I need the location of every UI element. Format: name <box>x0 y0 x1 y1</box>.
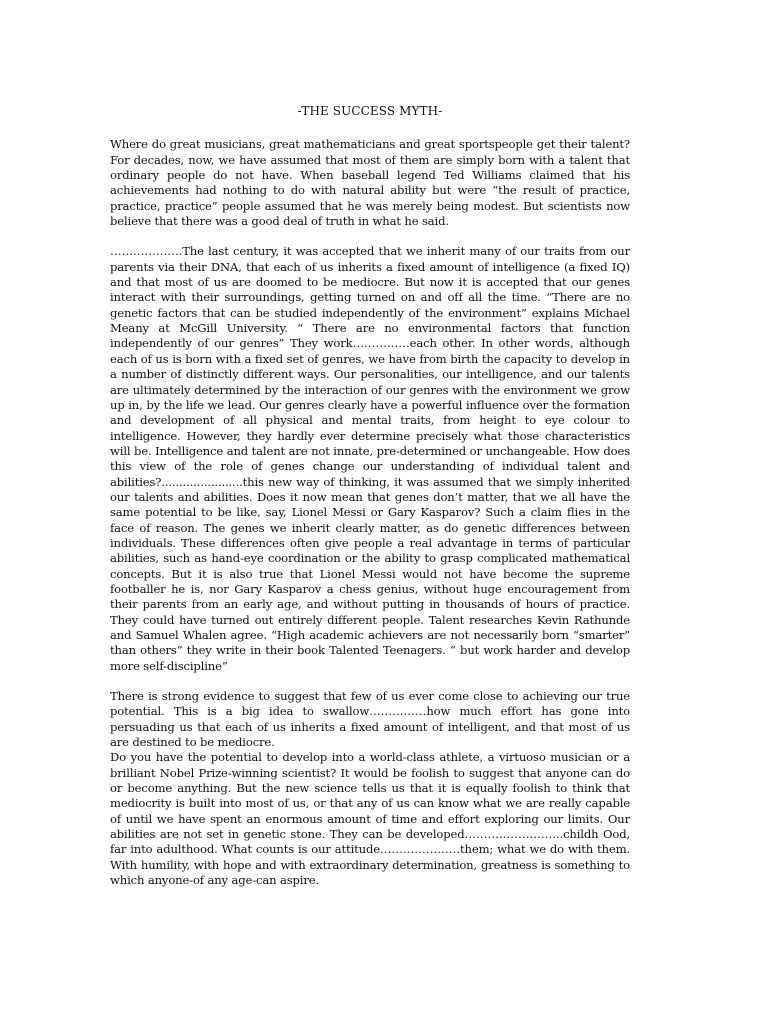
document-page <box>110 104 630 889</box>
paragraph-genes: ……………….The last century, it was accepted that we inherit many of our traits from our parents via their DNA, that each of us inherits a fixed amount of intelligence (a fixed IQ) and that most of us are doomed to be mediocre. But now it is accepted that our genes interact with their surroundings, getting turned on and off all the time. “There are no genetic factors that can be studied independently of the environment” explains Michael Meany at McGill University. “ There are no environmental factors that function independently of our genres” They work……………each other. In other words, although each of us is born with a fixed set of genres, we have from birth the capacity to develop in a number of distinctly different ways. Our personalities, our intelligence, and our talents are ultimately determined by the interaction of our genres with the environment we grow up in, by the life we lead. Our genres clearly have a powerful influence over the formation and development of all physical and mental traits, from height to eye colour to intelligence. However, they hardly ever determine precisely what those characteristics will be. Intelligence and talent are not innate, pre-determined or unchangeable. How does this view of the role of genes change our understanding of individual talent and abilities?.......................this new way of thinking, it was assumed that we simply inherited our talents and abilities. Does it now mean that genes don’t matter, that we all have the same potential to be like, say, Lionel Messi or Gary Kasparov? Such a claim flies in the face of reason. The genes we inherit clearly matter, as do genetic differences between individuals. These differences often give people a real advantage in terms of particular abilities, such as hand-eye coordination or the ability to grasp complicated mathematical concepts. But it is also true that Lionel Messi would not have become the supreme footballer he is, nor Gary Kasparov a chess genius, without huge encouragement from their parents from an early age, and without putting in thousands of hours of practice. They could have turned out entirely different people. Talent researches Kevin Rathunde and Samuel Whalen agree. “High academic achievers are not necessarily born “smarter” than others” they write in their book Talented Teenagers. “ but work harder and develop more self-discipline” <box>110 244 630 673</box>
paragraph-spacer <box>110 229 630 244</box>
document-title: -THE SUCCESS MYTH- <box>297 104 443 118</box>
paragraph-conclusion: Do you have the potential to develop into a world-class athlete, a virtuoso musician or a brilliant Nobel Prize-winning scientist? It would be foolish to suggest that anyone can do or become anything. But the new science tells us that it is equally foolish to think that mediocrity is built into most of us, or that any of us can know what we are really capable of until we have spent an enormous amount of time and effort exploring our limits. Our abilities are not set in genetic stone. They can be developed……………………..childh Ood, far into adulthood. What counts is our attitude…………………them; what we do with them. With humility, with hope and with extraordinary determination, greatness is something to which anyone-of any age-can aspire. <box>110 750 630 888</box>
paragraph-spacer <box>110 674 630 689</box>
paragraph-intro: Where do great musicians, great mathematicians and great sportspeople get their talent? For decades, now, we have assumed that most of them are simply born with a talent that ordinary people do not have. When baseball legend Ted Williams claimed that his achievements had nothing to do with natural ability but were “the result of practice, practice, practice” people assumed that he was merely being modest. But scientists now believe that there was a good deal of truth in what he said. <box>110 137 630 229</box>
paragraph-potential: There is strong evidence to suggest that few of us ever come close to achieving our true potential. This is a big idea to swallow……………how much effort has gone into persuading us that each of us inherits a fixed amount of intelligent, and that most of us are destined to be mediocre. <box>110 689 630 750</box>
